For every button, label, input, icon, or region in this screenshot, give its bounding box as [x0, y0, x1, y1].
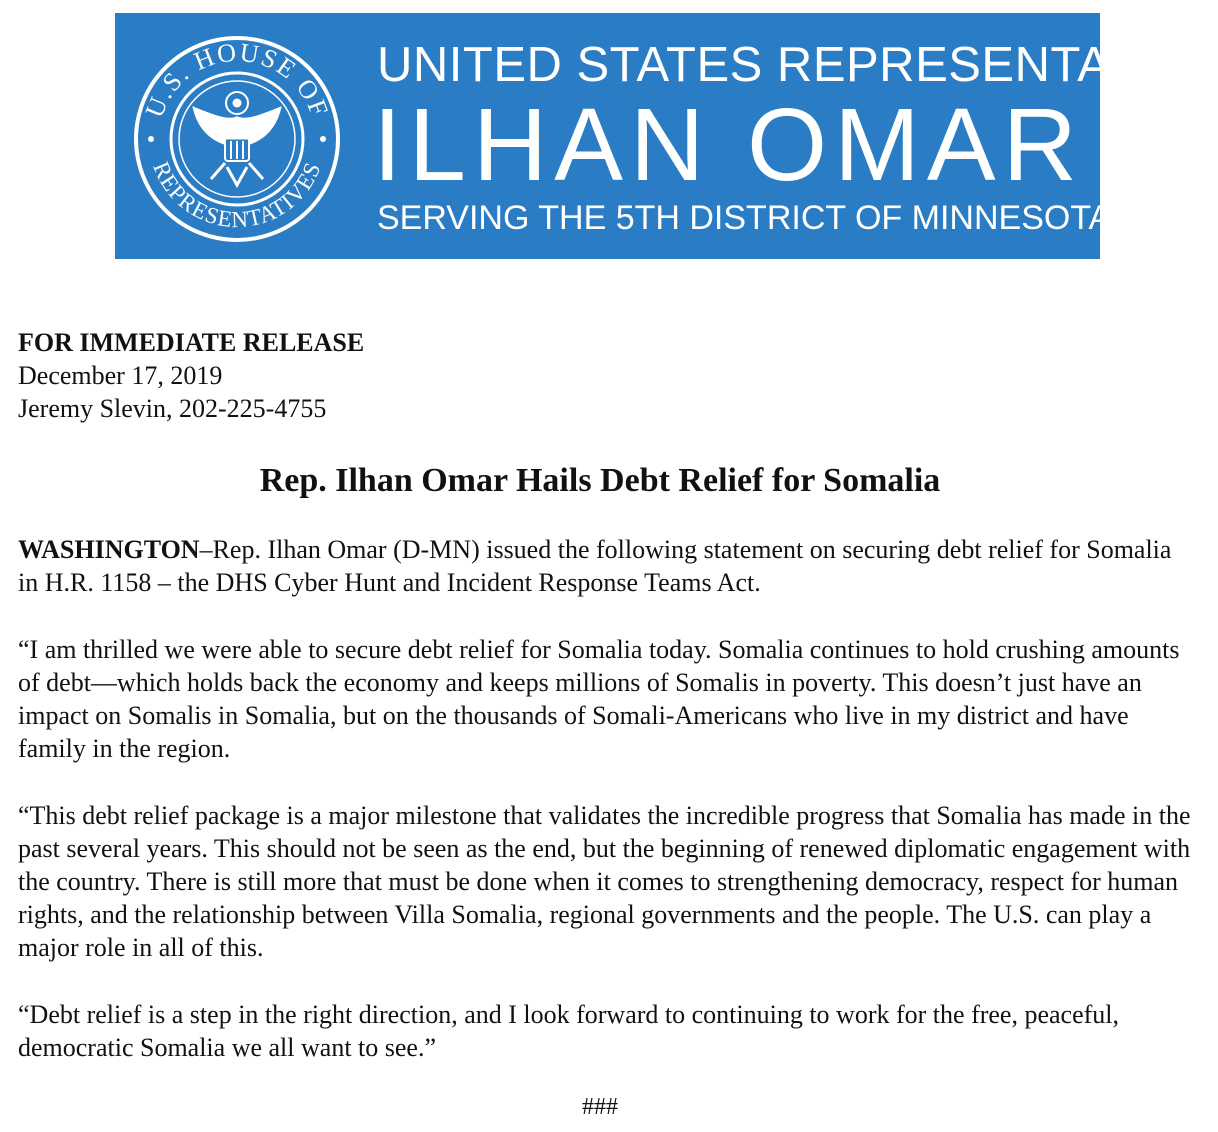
eagle-icon	[193, 92, 281, 185]
seal-bottom-text: REPRESENTATIVES	[148, 158, 326, 233]
letterhead-banner	[115, 13, 1218, 259]
representative-name: ILHAN OMAR	[373, 87, 1084, 202]
district-line: SERVING THE 5TH DISTRICT OF MINNESOTA	[377, 199, 1112, 237]
intro-text: –Rep. Ilhan Omar (D-MN) issued the following statement on securing debt relief for Somalia in H.R. 1158 – the DHS Cyber Hunt and Incident Response Teams Act.	[18, 535, 1172, 597]
house-seal-icon	[131, 33, 343, 245]
press-release-headline: Rep. Ilhan Omar Hails Debt Relief for Somalia	[259, 462, 941, 499]
release-label: FOR IMMEDIATE RELEASE	[18, 328, 365, 357]
intro-paragraph	[18, 533, 1196, 599]
svg-text:U.S. HOUSE OF	[140, 37, 335, 121]
banner-title-line: UNITED STATES REPRESENTATIVE	[377, 38, 1218, 92]
release-date: December 17, 2019	[18, 361, 223, 390]
release-meta	[18, 326, 364, 425]
seal-top-text: U.S. HOUSE OF	[139, 37, 335, 122]
press-contact: Jeremy Slevin, 202-225-4755	[18, 394, 327, 423]
dateline: WASHINGTON	[18, 535, 200, 564]
end-of-release-mark: ###	[582, 1094, 618, 1120]
statement-paragraph-2: “This debt relief package is a major milestone that validates the incredible progress that Somalia has made in the past several years. This should not be seen as the end, but the beginning of renewed diplomatic engagement with the country. There is still more that must be done when it comes to strengthening democracy, respect for human rights, and the relationship between Villa Somalia, regional governments and the people. The U.S. can play a major role in all of this.	[18, 801, 1191, 962]
statement-paragraph-3: “Debt relief is a step in the right direction, and I look forward to continuing to work for the free, peaceful, democratic Somalia we all want to see.”	[18, 1000, 1120, 1062]
press-release-body	[18, 533, 1196, 1098]
statement-paragraph-1: “I am thrilled we were able to secure debt relief for Somalia today. Somalia continues to hold crushing amounts of debt—which holds back the economy and keeps millions of Somalis in poverty. This doesn’t just have an impact on Somalis in Somalia, but on the thousands of Somali-Americans who live in my district and have family in the region.	[18, 635, 1180, 763]
